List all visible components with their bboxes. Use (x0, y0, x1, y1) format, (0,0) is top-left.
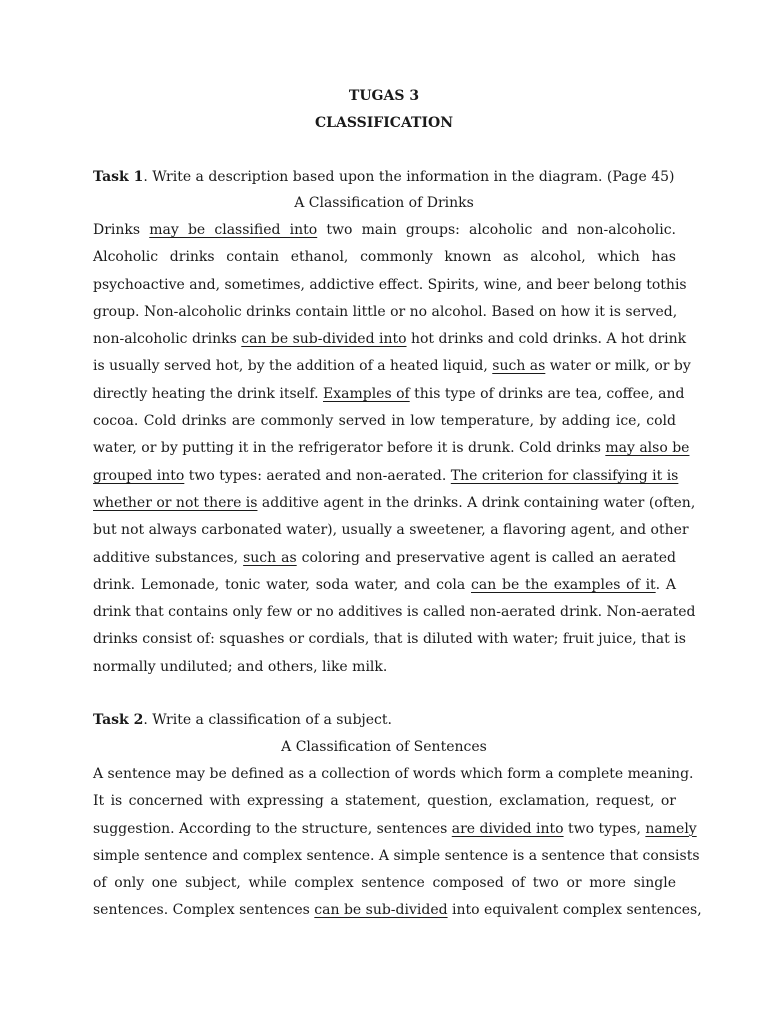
text-segment: coloring and preservative agent is called an aerated (296, 549, 677, 566)
task1-instruction-text: . Write a description based upon the information in the diagram. (Page 45) (143, 169, 675, 185)
text-segment: two main groups: alcoholic and non-alcoholic. (317, 222, 677, 238)
text-segment: but not always carbonated water), usually a sweetener, a flavoring agent, and other (93, 522, 689, 539)
task1-heading: A Classification of Drinks (294, 195, 474, 211)
text-segment: non-alcoholic drinks (93, 331, 242, 348)
underlined-phrase: grouped into (93, 467, 185, 484)
text-segment: . A (655, 576, 677, 593)
text-segment: this type of drinks are tea, coffee, and (409, 385, 685, 402)
text-segment: It is concerned with expressing a statement, question, exclamation, request, or (93, 793, 676, 810)
task1-label: Task 1 (93, 169, 144, 185)
underlined-phrase: Examples of (323, 385, 410, 402)
task1-instruction (93, 167, 693, 187)
underlined-phrase: The criterion for classifying it is (450, 467, 679, 484)
text-segment: group. Non-alcoholic drinks contain little or no alcohol. Based on how it is served, (93, 303, 678, 320)
text-segment: into equivalent complex sentences, (447, 902, 702, 919)
text-segment: normally undiluted; and others, like milk. (93, 658, 388, 675)
underlined-phrase: may be classified into (149, 222, 318, 238)
underlined-phrase: such as (492, 358, 546, 375)
task1-line (93, 629, 686, 656)
text-segment: of only one subject, while complex sentence composed of two or more single (93, 875, 676, 892)
text-segment: water or milk, or by (545, 358, 691, 375)
task1-line (93, 247, 676, 274)
text-segment: additive substances, (93, 549, 244, 566)
underlined-phrase: can be sub-divided into (241, 331, 407, 348)
text-segment: A sentence may be defined as a collection of words which form a complete meaning. (93, 766, 694, 782)
task2-label: Task 2 (93, 712, 144, 728)
text-segment: sentences. Complex sentences (93, 902, 315, 919)
task1-line (93, 602, 696, 629)
page-title: TUGAS 3 (348, 88, 420, 104)
task1-line (93, 356, 691, 383)
text-segment: two types: aerated and non-aerated. (184, 467, 451, 484)
task1-line (93, 329, 687, 356)
underlined-phrase: such as (243, 549, 297, 566)
text-segment: two types, (563, 820, 646, 837)
text-segment: Drinks (93, 222, 150, 238)
task2-line (93, 791, 676, 818)
text-segment: is usually served hot, by the addition of a heated liquid, (93, 358, 493, 375)
text-segment: water, or by putting it in the refrigerator before it is drunk. Cold drinks (93, 440, 606, 457)
underlined-phrase: namely (645, 820, 697, 837)
task1-line (93, 275, 687, 302)
task1-line (93, 220, 676, 247)
page-subtitle: CLASSIFICATION (315, 115, 453, 131)
underlined-phrase: may also be (605, 440, 690, 457)
task1-line (93, 302, 676, 329)
task1-line (93, 384, 685, 411)
text-segment: directly heating the drink itself. (93, 385, 323, 402)
task2-instruction-text: . Write a classification of a subject. (143, 712, 392, 728)
text-segment: hot drinks and cold drinks. A hot drink (406, 331, 687, 348)
task2-paragraph (93, 764, 702, 928)
text-segment: cocoa. Cold drinks are commonly served in low temperature, by adding ice, cold (93, 413, 676, 430)
underlined-phrase: can be the examples of it (471, 576, 656, 593)
text-segment: Alcoholic drinks contain ethanol, commonly known as alcohol, which has (93, 249, 676, 266)
task1-line (93, 438, 690, 465)
underlined-phrase: can be sub-divided (314, 902, 448, 919)
task2-heading: A Classification of Sentences (281, 739, 487, 755)
text-segment: drink. Lemonade, tonic water, soda water, and cola (93, 576, 472, 593)
task2-line (93, 764, 694, 791)
text-segment: drink that contains only few or no additives is called non-aerated drink. Non-aerated (93, 604, 696, 621)
underlined-phrase: are divided into (451, 820, 564, 837)
task2-line (93, 900, 702, 927)
underlined-phrase: whether or not there is (93, 494, 258, 511)
text-segment: suggestion. According to the structure, sentences (93, 820, 452, 837)
task1-line (93, 520, 689, 547)
task2-line (93, 819, 697, 846)
task1-line (93, 575, 676, 602)
task2-line (93, 873, 676, 900)
task1-paragraph (93, 220, 696, 684)
task1-line (93, 493, 696, 520)
task1-line (93, 657, 676, 684)
task1-line (93, 411, 676, 438)
text-segment: additive agent in the drinks. A drink containing water (often, (257, 494, 696, 511)
text-segment: psychoactive and, sometimes, addictive effect. Spirits, wine, and beer belong tothis (93, 276, 687, 293)
task2-instruction (93, 710, 693, 730)
text-segment: drinks consist of: squashes or cordials, that is diluted with water; fruit juice, that is (93, 631, 686, 648)
text-segment: simple sentence and complex sentence. A simple sentence is a sentence that consists (93, 847, 700, 864)
task2-line (93, 846, 700, 873)
task1-line (93, 466, 679, 493)
task1-line (93, 548, 676, 575)
